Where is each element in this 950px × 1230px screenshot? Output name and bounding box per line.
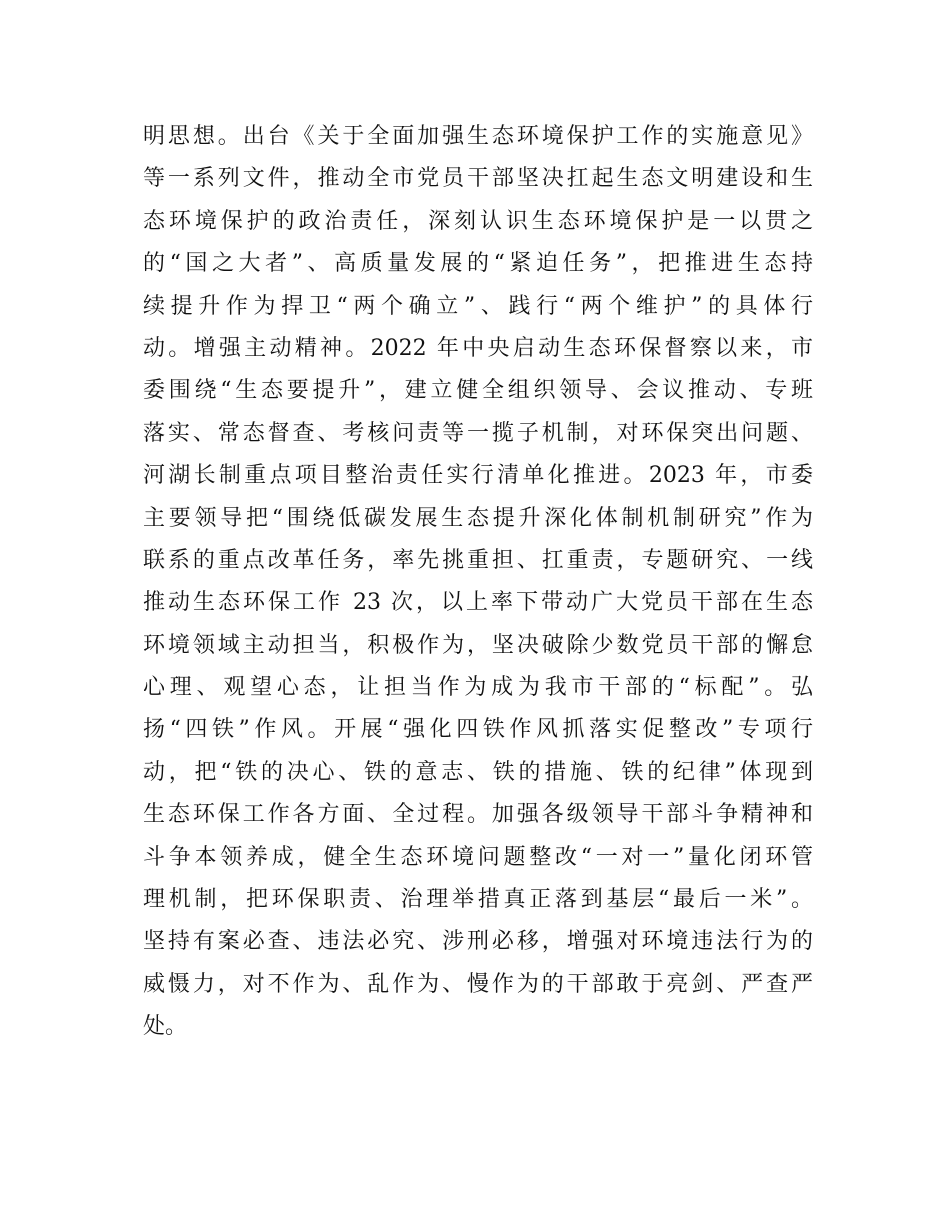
text-line: 河湖长制重点项目整治责任实行清单化推进。2023 年，市委 <box>143 463 813 489</box>
text-line: 的“国之大者”、高质量发展的“紧迫任务”，把推进生态持 <box>143 251 813 277</box>
text-line: 环境领域主动担当，积极作为，坚决破除少数党员干部的懈怠 <box>143 632 813 658</box>
text-line: 理机制，把环保职责、治理举措真正落到基层“最后一米”。 <box>143 887 813 913</box>
text-line: 心理、观望心态，让担当作为成为我市干部的“标配”。弘 <box>143 675 813 701</box>
text-line: 斗争本领养成，健全生态环境问题整改“一对一”量化闭环管 <box>143 844 813 870</box>
text-line: 生态环保工作各方面、全过程。加强各级领导干部斗争精神和 <box>143 802 813 828</box>
text-line: 坚持有案必查、违法必究、涉刑必移，增强对环境违法行为的 <box>143 929 813 955</box>
text-line: 续提升作为捍卫“两个确立”、践行“两个维护”的具体行 <box>143 293 813 319</box>
text-line: 动，把“铁的决心、铁的意志、铁的措施、铁的纪律”体现到 <box>143 759 813 785</box>
text-line: 扬“四铁”作风。开展“强化四铁作风抓落实促整改”专项行 <box>143 717 813 743</box>
body-paragraph <box>143 116 813 1049</box>
text-line: 联系的重点改革任务，率先挑重担、扛重责，专题研究、一线 <box>143 547 813 573</box>
text-line: 委围绕“生态要提升”，建立健全组织领导、会议推动、专班 <box>143 378 813 404</box>
text-line: 明思想。出台《关于全面加强生态环境保护工作的实施意见》 <box>143 124 813 149</box>
text-line: 主要领导把“围绕低碳发展生态提升深化体制机制研究”作为 <box>143 505 813 531</box>
text-line: 推动生态环保工作 23 次，以上率下带动广大党员干部在生态 <box>143 590 813 616</box>
text-line: 动。增强主动精神。2022 年中央启动生态环保督察以来，市 <box>143 335 813 361</box>
text-line: 处。 <box>143 1014 188 1040</box>
text-line: 落实、常态督查、考核问责等一揽子机制，对环保突出问题、 <box>143 420 813 446</box>
text-line: 态环境保护的政治责任，深刻认识生态环境保护是一以贯之 <box>143 208 813 234</box>
text-line: 威慑力，对不作为、乱作为、慢作为的干部敢于亮剑、严查严 <box>143 971 813 997</box>
text-line: 等一系列文件，推动全市党员干部坚决扛起生态文明建设和生 <box>143 166 813 192</box>
